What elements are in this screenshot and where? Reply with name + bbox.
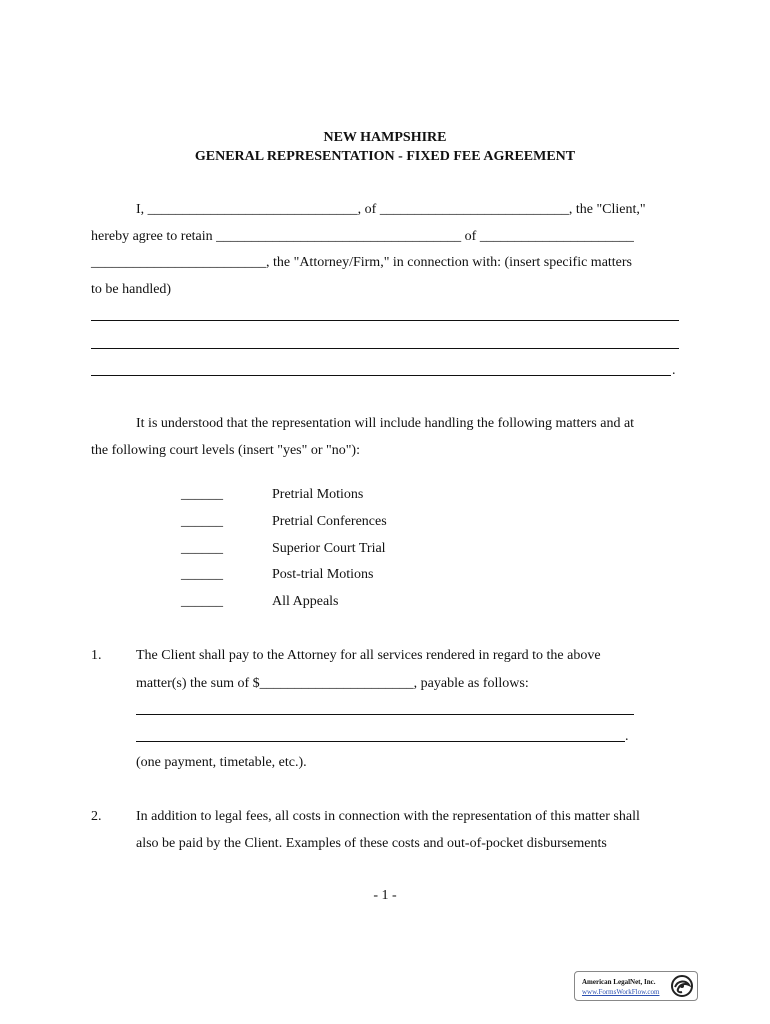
attorney-address-blank[interactable]: ______________________ [479,229,634,244]
intro-attorney-label: , the "Attorney/Firm," in connection with: (insert specific matters [266,255,633,270]
publisher-name: American LegalNet, Inc. [582,978,656,986]
matter-blank[interactable]: ______ [181,541,223,556]
matters-line-3[interactable] [91,375,671,376]
intro-of: , of [357,202,380,217]
payment-terms-line-2[interactable] [136,741,625,742]
section-1-line-2 [136,676,529,692]
section-2-line-2: also be paid by the Client. Examples of these costs and out-of-pocket disbursements [136,836,607,851]
publisher-url[interactable]: www.FormsWorkFlow.com [582,988,660,996]
matter-blank[interactable]: ______ [181,487,223,502]
intro-line-3 [91,255,632,271]
matter-label: Superior Court Trial [272,541,386,556]
matter-blank[interactable]: ______ [181,514,223,529]
matter-blank[interactable]: ______ [181,594,223,609]
page-number: - 1 - [373,888,397,903]
publisher-logo [574,971,698,1001]
matter-blank[interactable]: ______ [181,567,223,582]
matters-period: . [672,363,676,378]
intro-i: I, [136,202,148,217]
payment-terms-line-1[interactable] [136,714,634,715]
section-2-line-1: In addition to legal fees, all costs in connection with the representation of this matter shall [136,809,640,824]
intro-client-label: , the "Client," [568,202,646,217]
payment-terms-period: . [625,729,629,744]
intro-line-1 [136,202,646,218]
fee-amount-blank[interactable]: ______________________ [259,676,414,691]
intro-line-2 [91,229,634,245]
matters-line-2[interactable] [91,348,679,349]
scope-line-2: the following court levels (insert "yes" or "no"): [91,443,360,458]
intro-retain: hereby agree to retain [91,229,217,244]
payable-label: , payable as follows: [413,676,529,691]
intro-of-2: of [461,229,480,244]
matter-label: Post-trial Motions [272,567,374,582]
client-address-blank[interactable]: ___________________________ [379,202,569,217]
client-name-blank[interactable]: ______________________________ [147,202,358,217]
scope-line-1: It is understood that the representation will include handling the following matters and at [136,416,635,431]
section-1-number: 1. [91,648,102,663]
matter-label: Pretrial Motions [272,487,364,502]
section-2-number: 2. [91,809,102,824]
section-1-line-1: The Client shall pay to the Attorney for all services rendered in regard to the above [136,648,601,663]
document-title: GENERAL REPRESENTATION - FIXED FEE AGREEMENT [194,149,576,164]
globe-swirl-icon [670,974,694,998]
attorney-address-blank-2[interactable]: _________________________ [91,255,266,270]
matter-label: All Appeals [272,594,339,609]
fee-label: matter(s) the sum of $ [136,676,260,691]
intro-line-4: to be handled) [91,282,172,297]
matters-line-1[interactable] [91,320,679,321]
attorney-name-blank[interactable]: ___________________________________ [216,229,462,244]
matter-label: Pretrial Conferences [272,514,387,529]
payment-terms-note: (one payment, timetable, etc.). [136,755,307,770]
document-state-title: NEW HAMPSHIRE [323,130,447,145]
